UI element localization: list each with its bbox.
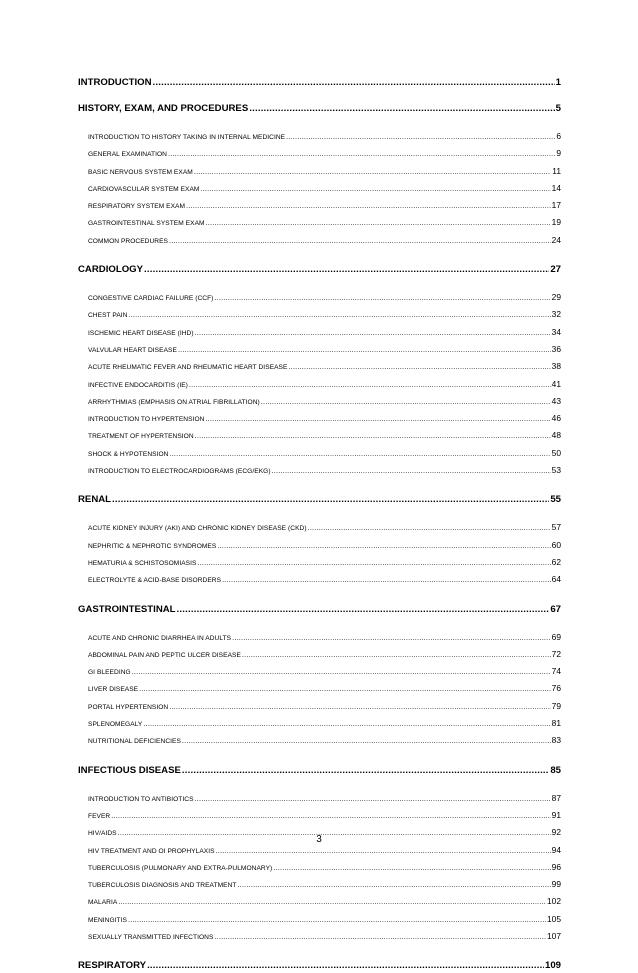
- dot-leader: [249, 102, 554, 116]
- toc-entry-title: HEMATURIA & SCHISTOSOMIASIS: [88, 559, 197, 567]
- toc-entry-page-number: 87: [551, 792, 561, 803]
- toc-entry-page-number: 81: [551, 718, 561, 729]
- toc-entry-page-number: 14: [551, 182, 561, 193]
- toc-entry-page-number: 102: [547, 896, 561, 907]
- dot-leader: [286, 128, 555, 145]
- toc-entry-title: SHOCK & HYPOTENSION: [88, 450, 169, 458]
- toc-subsection-entry[interactable]: [78, 341, 561, 358]
- toc-subsection-entry[interactable]: [78, 629, 561, 646]
- toc-entry-page-number: 92: [551, 827, 561, 838]
- toc-entry-page-number: 74: [551, 666, 561, 677]
- toc-entry-page-number: 69: [551, 631, 561, 642]
- toc-subsection-entry[interactable]: [78, 358, 561, 375]
- toc-subsection-entry[interactable]: [78, 232, 561, 249]
- dot-leader: [169, 232, 551, 249]
- toc-entry-title: CARDIOLOGY: [78, 264, 144, 276]
- toc-entry-page-number: 5: [555, 103, 561, 114]
- dot-leader: [153, 76, 555, 90]
- dot-leader: [118, 893, 546, 910]
- toc-entry-title: TREATMENT OF HYPERTENSION: [88, 433, 194, 441]
- toc-entry-page-number: 53: [551, 465, 561, 476]
- toc-entry-title: COMMON PROCEDURES: [88, 237, 168, 245]
- toc-subsection-entry[interactable]: [78, 410, 561, 427]
- toc-entry-title: ISCHEMIC HEART DISEASE (IHD): [88, 329, 194, 337]
- dot-leader: [200, 180, 550, 197]
- toc-entry-title: ARRHYTHMIAS (EMPHASIS ON ATRIAL FIBRILLATION): [88, 398, 260, 406]
- toc-entry-page-number: 24: [551, 234, 561, 245]
- toc-section-entry[interactable]: [78, 263, 561, 277]
- toc-entry-page-number: 32: [551, 309, 561, 320]
- toc-entry-title: ABDOMINAL PAIN AND PEPTIC ULCER DISEASE: [88, 651, 241, 659]
- dot-leader: [182, 732, 551, 749]
- toc-subsection-entry[interactable]: [78, 197, 561, 214]
- toc-entry-title: INTRODUCTION TO ELECTROCARDIOGRAMS (ECG/EKG): [88, 468, 271, 476]
- toc-subsection-entry[interactable]: [78, 324, 561, 341]
- dot-leader: [195, 790, 551, 807]
- toc-entry-page-number: 60: [551, 539, 561, 550]
- dot-leader: [143, 715, 550, 732]
- toc-entry-title: GENERAL EXAMINATION: [88, 151, 167, 159]
- toc-entry-page-number: 36: [551, 343, 561, 354]
- dot-leader: [168, 145, 555, 162]
- dot-leader: [189, 376, 551, 393]
- toc-entry-page-number: 94: [551, 844, 561, 855]
- toc-entry-page-number: 76: [551, 683, 561, 694]
- toc-entry-title: HIV TREATMENT AND OI PROPHYLAXIS: [88, 847, 215, 855]
- dot-leader: [144, 263, 549, 277]
- dot-leader: [169, 698, 550, 715]
- toc-section-entry[interactable]: [78, 959, 561, 973]
- toc-entry-title: VALVULAR HEART DISEASE: [88, 346, 177, 354]
- toc-entry-title: ELECTROLYTE & ACID-BASE DISORDERS: [88, 577, 222, 585]
- toc-section-entry[interactable]: [78, 764, 561, 778]
- dot-leader: [182, 764, 549, 778]
- dot-leader: [308, 519, 551, 536]
- toc-entry-title: CHEST PAIN: [88, 312, 128, 320]
- toc-subsection-entry[interactable]: [78, 427, 561, 444]
- toc-entry-title: GI BLEEDING: [88, 669, 131, 677]
- toc-subsection-entry[interactable]: [78, 698, 561, 715]
- dot-leader: [232, 629, 551, 646]
- toc-entry-title: PORTAL HYPERTENSION: [88, 703, 169, 711]
- dot-leader: [197, 554, 550, 571]
- dot-leader: [169, 445, 550, 462]
- toc-subsection-entry[interactable]: [78, 876, 561, 893]
- toc-subsection-entry[interactable]: [78, 554, 561, 571]
- toc-entry-title: INFECTIOUS DISEASE: [78, 764, 181, 776]
- toc-subsection-entry[interactable]: [78, 519, 561, 536]
- toc-subsection-entry[interactable]: [78, 928, 561, 945]
- toc-entry-page-number: 55: [550, 494, 561, 506]
- toc-subsection-entry[interactable]: [78, 646, 561, 663]
- toc-subsection-entry[interactable]: [78, 893, 561, 910]
- toc-entry-page-number: 17: [551, 200, 561, 211]
- toc-entry-title: SPLENOMEGALY: [88, 721, 143, 729]
- dot-leader: [178, 341, 551, 358]
- dot-leader: [206, 214, 551, 231]
- dot-leader: [272, 462, 551, 479]
- toc-entry-page-number: 67: [550, 603, 561, 615]
- toc-subsection-entry[interactable]: [78, 376, 561, 393]
- toc-entry-title: MALARIA: [88, 899, 118, 907]
- dot-leader: [194, 163, 551, 180]
- toc-entry-title: RESPIRATORY: [78, 960, 147, 972]
- toc-subsection-entry[interactable]: [78, 128, 561, 145]
- toc-entry-page-number: 29: [551, 292, 561, 303]
- toc-entry-page-number: 99: [551, 879, 561, 890]
- toc-entry-page-number: 50: [551, 447, 561, 458]
- toc-entry-page-number: 79: [551, 700, 561, 711]
- dot-leader: [195, 427, 551, 444]
- toc-subsection-entry[interactable]: [78, 911, 561, 928]
- dot-leader: [177, 603, 550, 617]
- dot-leader: [222, 571, 551, 588]
- toc-entry-page-number: 41: [551, 378, 561, 389]
- toc-subsection-entry[interactable]: [78, 732, 561, 749]
- toc-subsection-entry[interactable]: [78, 859, 561, 876]
- toc-entry-page-number: 107: [547, 930, 561, 941]
- toc-entry-page-number: 38: [551, 361, 561, 372]
- toc-subsection-entry[interactable]: [78, 445, 561, 462]
- toc-entry-page-number: 96: [551, 861, 561, 872]
- toc-entry-page-number: 46: [551, 413, 561, 424]
- toc-entry-title: GASTROINTESTINAL SYSTEM EXAM: [88, 220, 205, 228]
- toc-entry-page-number: 1: [555, 77, 561, 88]
- toc-entry-title: ACUTE RHEUMATIC FEVER AND RHEUMATIC HEART DISEASE: [88, 364, 288, 372]
- dot-leader: [147, 959, 544, 973]
- toc-entry-page-number: 85: [550, 764, 561, 776]
- toc-entry-title: ACUTE AND CHRONIC DIARRHEA IN ADULTS: [88, 634, 232, 642]
- toc-subsection-entry[interactable]: [78, 180, 561, 197]
- toc-subsection-entry[interactable]: [78, 807, 561, 824]
- toc-subsection-entry[interactable]: [78, 214, 561, 231]
- toc-entry-page-number: 48: [551, 430, 561, 441]
- toc-subsection-entry[interactable]: [78, 163, 561, 180]
- toc-subsection-entry[interactable]: [78, 289, 561, 306]
- toc-section-entry[interactable]: [78, 603, 561, 617]
- toc-entry-page-number: 109: [544, 960, 561, 972]
- toc-entry-title: RESPIRATORY SYSTEM EXAM: [88, 203, 186, 211]
- toc-entry-page-number: 27: [550, 264, 561, 276]
- toc-entry-title: ACUTE KIDNEY INJURY (AKI) AND CHRONIC KIDNEY DISEASE (CKD): [88, 525, 307, 533]
- toc-entry-title: HISTORY, EXAM, AND PROCEDURES: [78, 103, 249, 114]
- toc-section-entry[interactable]: [78, 493, 561, 507]
- toc-entry-title: INTRODUCTION TO ANTIBIOTICS: [88, 795, 194, 803]
- dot-leader: [111, 807, 550, 824]
- toc-entry-title: HIV/AIDS: [88, 830, 117, 838]
- toc-entry-page-number: 64: [551, 574, 561, 585]
- toc-entry-page-number: 57: [551, 522, 561, 533]
- toc-entry-title: TUBERCULOSIS DIAGNOSIS AND TREATMENT: [88, 882, 237, 890]
- toc-entry-page-number: 62: [551, 556, 561, 567]
- page-number: 3: [316, 834, 322, 845]
- toc-subsection-entry[interactable]: [78, 145, 561, 162]
- dot-leader: [205, 410, 550, 427]
- toc-entry-title: CONGESTIVE CARDIAC FAILURE (CCF): [88, 295, 214, 303]
- toc-entry-title: FEVER: [88, 812, 111, 820]
- toc-subsection-entry[interactable]: [78, 537, 561, 554]
- dot-leader: [128, 306, 550, 323]
- dot-leader: [242, 646, 551, 663]
- toc-entry-title: INFECTIVE ENDOCARDITIS (IE): [88, 381, 188, 389]
- toc-entry-title: NEPHRITIC & NEPHROTIC SYNDROMES: [88, 542, 217, 550]
- dot-leader: [128, 911, 546, 928]
- toc-entry-title: INTRODUCTION TO HYPERTENSION: [88, 416, 205, 424]
- dot-leader: [186, 197, 551, 214]
- dot-leader: [217, 537, 550, 554]
- dot-leader: [288, 358, 550, 375]
- toc-entry-page-number: 43: [551, 395, 561, 406]
- toc-subsection-entry[interactable]: [78, 715, 561, 732]
- dot-leader: [132, 663, 551, 680]
- toc-entry-title: RENAL: [78, 494, 112, 506]
- toc-entry-page-number: 6: [556, 131, 561, 141]
- toc-entry-title: BASIC NERVOUS SYSTEM EXAM: [88, 168, 193, 176]
- toc-entry-title: LIVER DISEASE: [88, 686, 139, 694]
- toc-entry-page-number: 83: [551, 735, 561, 746]
- toc-entry-title: GASTROINTESTINAL: [78, 603, 176, 615]
- toc-entry-title: NUTRITIONAL DEFICIENCIES: [88, 738, 181, 746]
- toc-subsection-entry[interactable]: [78, 462, 561, 479]
- toc-subsection-entry[interactable]: [78, 680, 561, 697]
- toc-subsection-entry[interactable]: [78, 306, 561, 323]
- dot-leader: [214, 928, 546, 945]
- dot-leader: [214, 289, 550, 306]
- toc-entry-title: TUBERCULOSIS (PULMONARY AND EXTRA-PULMONARY): [88, 864, 273, 872]
- toc-entry-page-number: 34: [551, 326, 561, 337]
- toc-entry-title: SEXUALLY TRANSMITTED INFECTIONS: [88, 933, 214, 941]
- dot-leader: [112, 493, 549, 507]
- dot-leader: [237, 876, 550, 893]
- dot-leader: [139, 680, 551, 697]
- dot-leader: [273, 859, 550, 876]
- toc-subsection-entry[interactable]: [78, 571, 561, 588]
- toc-entry-title: MENINGITIS: [88, 916, 127, 924]
- toc-entry-page-number: 9: [556, 148, 561, 159]
- toc-section-entry[interactable]: [78, 102, 561, 116]
- toc-entry-page-number: 72: [551, 648, 561, 659]
- toc-section-entry[interactable]: [78, 76, 561, 90]
- toc-entry-page-number: 105: [547, 913, 561, 924]
- toc-entry-title: INTRODUCTION: [78, 77, 152, 88]
- toc-entry-page-number: 91: [551, 809, 561, 820]
- toc-subsection-entry[interactable]: [78, 663, 561, 680]
- dot-leader: [261, 393, 551, 410]
- dot-leader: [195, 324, 551, 341]
- toc-subsection-entry[interactable]: [78, 790, 561, 807]
- toc-entry-title: CARDIOVASCULAR SYSTEM EXAM: [88, 185, 200, 193]
- toc-entry-page-number: 11: [552, 165, 561, 176]
- toc-entry-page-number: 19: [551, 217, 561, 228]
- toc-entry-title: INTRODUCTION TO HISTORY TAKING IN INTERNAL MEDICINE: [88, 134, 286, 141]
- toc-subsection-entry[interactable]: [78, 393, 561, 410]
